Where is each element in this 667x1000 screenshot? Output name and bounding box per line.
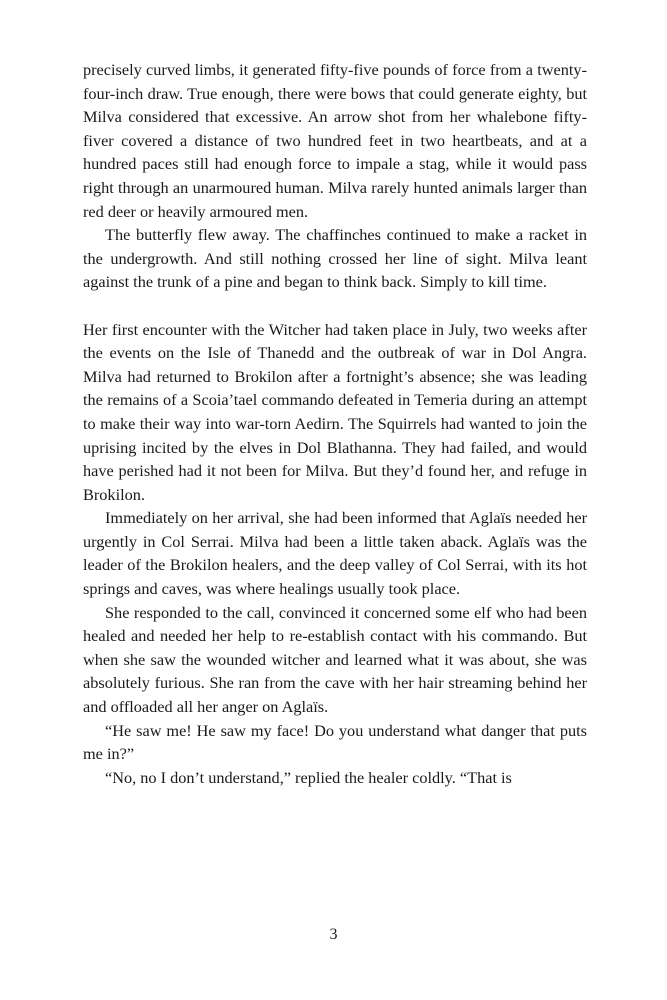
book-page — [83, 58, 587, 789]
paragraph-first-encounter: Her first encounter with the Witcher had taken place in July, two weeks after the events on the Isle of Thanedd and the outbreak of war in Dol Angra. Milva had returned to Brokilon after a fortnight’s absence; she was leading the remains of a Scoia’tael commando defeated in Temeria during an attempt to make their way into war-torn Aedirn. The Squirrels had wanted to join the uprising incited by the elves in Dol Blathanna. They had failed, and would have perished had it not been for Milva. But they’d found her, and refuge in Brokilon. — [83, 319, 587, 504]
body-text — [83, 58, 587, 789]
paragraph-butterfly: The butterfly flew away. The chaffinches continued to make a racket in the undergrowth. And still nothing crossed her line of sight. Milva leant against the trunk of a pine and began to think back. Simply to kill time. — [83, 225, 587, 292]
page-number: 3 — [329, 926, 338, 943]
paragraph-arrival: Immediately on her arrival, she had been informed that Aglaïs needed her urgently in Col Serrai. Milva had been a little taken aback. Aglaïs was the leader of the Brokilon healers, and the deep valley of Col Serrai, with its hot springs and caves, was where healings usually took place. — [83, 508, 587, 599]
paragraph-continued: precisely curved limbs, it generated fifty-five pounds of force from a twenty-four-inch draw. True enough, there were bows that could generate eighty, but Milva considered that excessive. An arrow shot from her whalebone fifty-fiver covered a distance of two hundred feet in two heartbeats, and at a hundred paces still had enough force to impale a stag, while it would pass right through an unarmoured human. Milva rarely hunted animals larger than red deer or heavily armoured men. — [83, 60, 587, 221]
paragraph-dialogue-milva: “He saw me! He saw my face! Do you understand what danger that puts me in?” — [83, 720, 587, 764]
section-break — [83, 294, 587, 318]
paragraph-dialogue-healer: “No, no I don’t understand,” replied the healer coldly. “That is — [105, 767, 512, 787]
paragraph-response: She responded to the call, convinced it concerned some elf who had been healed and needed her help to re-establish contact with his commando. But when she saw the wounded witcher and learned what it was about, she was absolutely furious. She ran from the cave with her hair streaming behind her and offloaded all her anger on Aglaïs. — [83, 602, 587, 717]
